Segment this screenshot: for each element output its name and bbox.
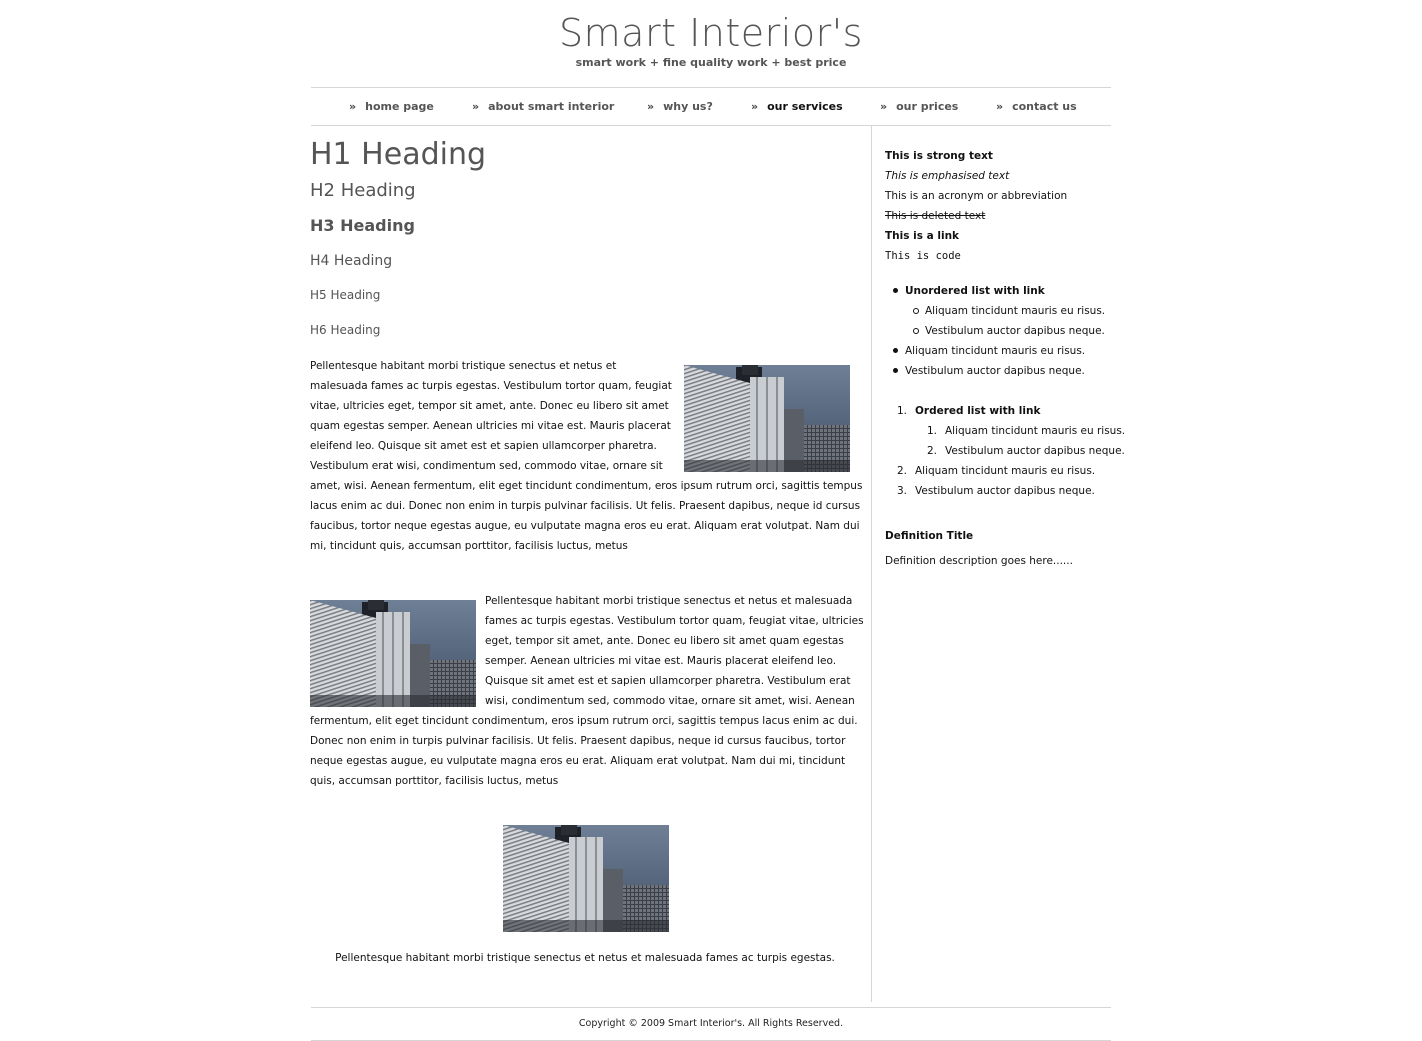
- list-number: 2.: [926, 445, 937, 457]
- content-paragraph: Pellentesque habitant morbi tristique senectus et netus et malesuada fames ac turpis egestas. Vestibulum tortor quam, feugiat vitae, ultricies eget, tempor sit amet, ante. Donec eu libero sit amet quam egestas semper. Aenean ultricies mi vitae est. Mauris placerat eleifend leo. Quisque sit amet est et sapien ullamcorper pharetra. Vestibulum erat wisi, condimentum sed, commodo vitae, ornare sit amet, wisi. Aenean fermentum, elit eget tincidunt condimentum, eros ipsum rutrum orci, sagittis tempus lacus enim ac dui. Donec non enim in turpis pulvinar facilisis. Ut felis. Praesent dapibus, neque id cursus faucibus, tortor neque egestas augue, eu vulputate magna eros eu erat. Aliquam erat volutpat. Nam dui mi, tincidunt quis, accumsan porttitor, facilisis luctus, metus: [310, 360, 863, 552]
- site-slogan: smart work + fine quality work + best price: [575, 56, 847, 69]
- list-item: Aliquam tincidunt mauris eu risus.: [915, 465, 1096, 477]
- footer-copyright: Copyright © 2009 Smart Interior's. All Rights Reserved.: [311, 1007, 1111, 1041]
- column-divider: [871, 125, 872, 1002]
- raquo-icon: »: [647, 100, 655, 113]
- list-item: Vestibulum auctor dapibus neque.: [915, 485, 1095, 497]
- list-number: 1.: [896, 405, 907, 417]
- h3-heading: H3 Heading: [310, 216, 415, 235]
- strong-text: This is strong text: [885, 150, 993, 162]
- bullet-icon: [893, 368, 898, 373]
- h6-heading: H6 Heading: [310, 323, 381, 337]
- deleted-text: This is deleted text: [885, 210, 986, 222]
- nav-item-contact-us[interactable]: » contact us: [996, 100, 1077, 113]
- list-item: Aliquam tincidunt mauris eu risus.: [925, 305, 1106, 317]
- h1-heading: H1 Heading: [310, 137, 487, 172]
- list-item: Vestibulum auctor dapibus neque.: [945, 445, 1125, 457]
- raquo-icon: »: [349, 100, 357, 113]
- building-image: [503, 825, 669, 932]
- list-item: Aliquam tincidunt mauris eu risus.: [945, 425, 1126, 437]
- list-item: Aliquam tincidunt mauris eu risus.: [905, 345, 1086, 357]
- nav-item-about[interactable]: » about smart interior: [472, 100, 615, 113]
- h2-heading: H2 Heading: [310, 180, 416, 201]
- nav-item-home-page[interactable]: » home page: [349, 100, 434, 113]
- definition-description: Definition description goes here......: [885, 555, 1073, 567]
- emphasised-text: This is emphasised text: [885, 170, 1010, 182]
- site-logo[interactable]: Smart Interior's: [559, 11, 863, 55]
- h5-heading: H5 Heading: [310, 288, 381, 302]
- raquo-icon: »: [751, 100, 759, 113]
- raquo-icon: »: [880, 100, 888, 113]
- list-number: 3.: [896, 485, 907, 497]
- raquo-icon: »: [996, 100, 1004, 113]
- h4-heading: H4 Heading: [310, 253, 393, 269]
- code-text: This is code: [885, 250, 961, 262]
- list-item: Vestibulum auctor dapibus neque.: [925, 325, 1105, 337]
- main-nav: [311, 87, 1111, 126]
- raquo-icon: »: [472, 100, 480, 113]
- image-caption: Pellentesque habitant morbi tristique senectus et netus et malesuada fames ac turpis egestas.: [335, 952, 835, 964]
- nav-item-our-services[interactable]: » our services: [751, 100, 843, 113]
- nav-item-why-us[interactable]: » why us?: [647, 100, 713, 113]
- bullet-icon: [893, 348, 898, 353]
- list-item-link[interactable]: Ordered list with link: [915, 405, 1041, 417]
- list-number: 2.: [896, 465, 907, 477]
- list-number: 1.: [926, 425, 937, 437]
- nav-item-our-prices[interactable]: » our prices: [880, 100, 959, 113]
- building-image: [310, 600, 476, 707]
- acronym-text: This is an acronym or abbreviation: [885, 190, 1068, 202]
- list-item-link[interactable]: Unordered list with link: [905, 285, 1045, 297]
- sample-link[interactable]: This is a link: [885, 230, 960, 242]
- list-item: Vestibulum auctor dapibus neque.: [905, 365, 1085, 377]
- building-image: [684, 365, 850, 472]
- circle-bullet-icon: [913, 308, 919, 314]
- definition-title: Definition Title: [885, 530, 974, 542]
- content-paragraph: Pellentesque habitant morbi tristique senectus et netus et malesuada fames ac turpis egestas. Vestibulum tortor quam, feugiat vitae, ultricies eget, tempor sit amet, ante. Donec eu libero sit amet quam egestas semper. Aenean ultricies mi vitae est. Mauris placerat eleifend leo. Quisque sit amet est et sapien ullamcorper pharetra. Vestibulum erat wisi, condimentum sed, commodo vitae, ornare sit amet, wisi. Aenean fermentum, elit eget tincidunt condimentum, eros ipsum rutrum orci, sagittis tempus lacus enim ac dui. Donec non enim in turpis pulvinar facilisis. Ut felis. Praesent dapibus, neque id cursus faucibus, tortor neque egestas augue, eu vulputate magna eros eu erat. Aliquam erat volutpat. Nam dui mi, tincidunt quis, accumsan porttitor, facilisis luctus, metus: [310, 595, 864, 787]
- bullet-icon: [893, 288, 898, 293]
- circle-bullet-icon: [913, 328, 919, 334]
